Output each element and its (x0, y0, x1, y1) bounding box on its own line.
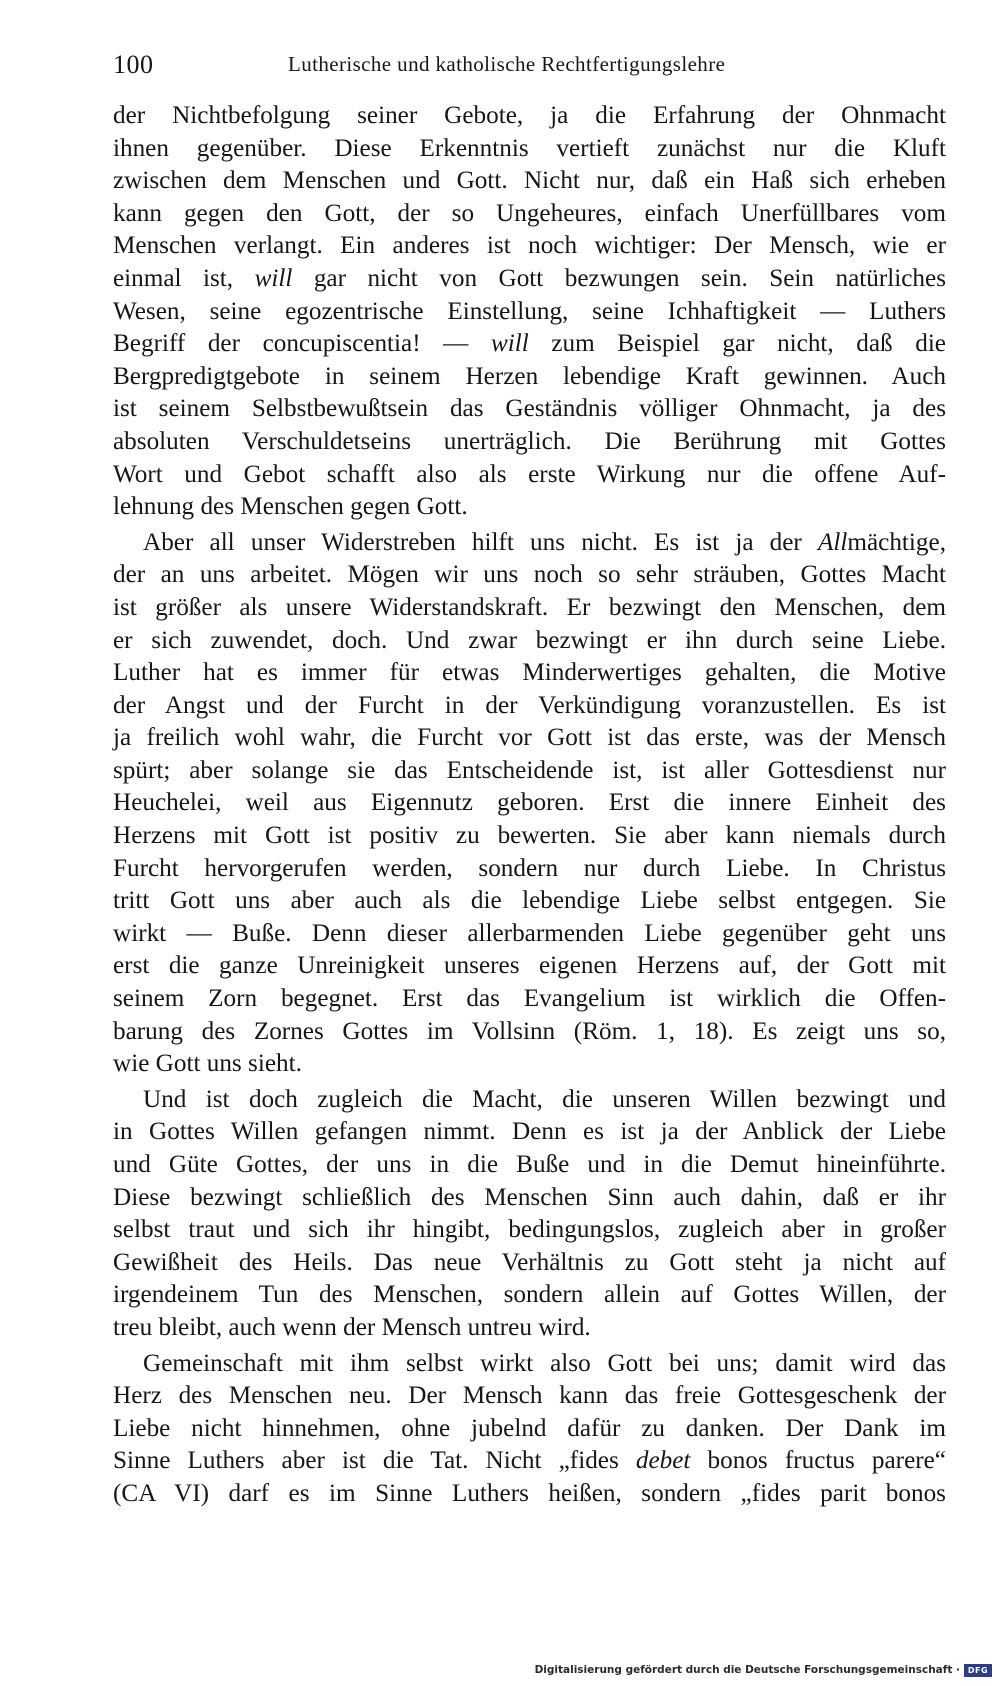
body-text (113, 100, 946, 1511)
text-line: Und ist doch zugleich die Macht, die unseren Willen bezwingt und (143, 1085, 946, 1113)
text-line: ist seinem Selbstbewußtsein das Geständnis völliger Ohnmacht, ja des (113, 395, 946, 423)
text-line: Bergpredigtgebote in seinem Herzen lebendige Kraft gewinnen. Auch (113, 362, 946, 390)
text-line: der Nichtbefolgung seiner Gebote, ja die Erfahrung der Ohnmacht (113, 102, 946, 129)
text-segment: Aber all unser Widerstreben hilft uns nicht. Es ist ja der (143, 528, 818, 556)
text-segment: mächtige, (847, 528, 946, 556)
text-line: der an uns arbeitet. Mögen wir uns noch so sehr sträuben, Gottes Macht (113, 561, 946, 589)
text-line: Herz des Menschen neu. Der Mensch kann das freie Gottesgeschenk der (113, 1382, 946, 1410)
text-line: tritt Gott uns aber auch als die lebendige Liebe selbst entgegen. Sie (113, 887, 946, 915)
text-line: in Gottes Willen gefangen nimmt. Denn es ist ja der Anblick der Liebe (113, 1118, 946, 1146)
text-line: der Angst und der Furcht in der Verkündigung voranzustellen. Es ist (113, 691, 946, 719)
italic-emphasis: will (490, 330, 529, 358)
text-line: kann gegen den Gott, der so Ungeheures, einfach Unerfüllbares vom (113, 199, 946, 227)
text-line: irgendeinem Tun des Menschen, sondern allein auf Gottes Willen, der (113, 1281, 946, 1309)
text-line: wie Gott uns sieht. (113, 1050, 302, 1078)
text-line: treu bleibt, auch wenn der Mensch untreu wird. (113, 1313, 591, 1341)
text-line: ihnen gegenüber. Diese Erkenntnis vertieft zunächst nur die Kluft (113, 134, 946, 162)
digitization-footer (535, 1662, 992, 1678)
text-line: Gewißheit des Heils. Das neue Verhältnis zu Gott steht ja nicht auf (113, 1248, 946, 1276)
text-line (113, 527, 946, 560)
dfg-logo-icon: DFG (964, 1664, 992, 1677)
text-line: Liebe nicht hinnehmen, ohne jubelnd dafür zu danken. Der Dank im (113, 1414, 946, 1442)
text-line: barung des Zornes Gottes im Vollsinn (Röm. 1, 18). Es zeigt uns so, (113, 1017, 946, 1045)
text-line: seinem Zorn begegnet. Erst das Evangelium ist wirklich die Offen- (113, 985, 946, 1013)
text-line: Heuchelei, weil aus Eigennutz geboren. Erst die innere Einheit des (113, 789, 946, 817)
page-number: 100 (113, 50, 154, 79)
text-line: Wesen, seine egozentrische Einstellung, seine Ichhaftigkeit — Luthers (113, 297, 946, 325)
text-line (113, 1445, 946, 1478)
text-line: ja freilich wohl wahr, die Furcht vor Gott ist das erste, was der Mensch (113, 724, 946, 752)
italic-emphasis: debet (635, 1447, 691, 1475)
text-line: er sich zuwendet, doch. Und zwar bezwingt er ihn durch seine Liebe. (113, 626, 946, 654)
text-segment: Sinne Luthers aber ist die Tat. Nicht „fides (113, 1447, 636, 1475)
text-line: selbst traut und sich ihr hingibt, bedingungslos, zugleich aber in großer (113, 1216, 946, 1244)
text-segment: Begriff der concupiscentia! — (113, 330, 491, 358)
text-line: Diese bezwingt schließlich des Menschen Sinn auch dahin, daß er ihr (113, 1183, 946, 1211)
text-line: (CA VI) darf es im Sinne Luthers heißen, sondern „fides parit bonos (113, 1479, 946, 1507)
text-segment: bonos fructus parere“ (690, 1447, 946, 1475)
text-segment: einmal ist, (113, 264, 255, 292)
text-line: Herzens mit Gott ist positiv zu bewerten. Sie aber kann niemals durch (113, 822, 946, 850)
text-line: Menschen verlangt. Ein anderes ist noch wichtiger: Der Mensch, wie er (113, 232, 946, 260)
footer-text: Digitalisierung gefördert durch die Deutsche Forschungsgemeinschaft · (534, 1664, 960, 1676)
text-line: Wort und Gebot schafft also als erste Wirkung nur die offene Auf- (113, 460, 946, 488)
text-line: absoluten Verschuldetseins unerträglich. Die Berührung mit Gottes (113, 427, 946, 455)
text-segment: zum Beispiel gar nicht, daß die (528, 330, 946, 358)
italic-emphasis: All (817, 528, 848, 556)
text-line: lehnung des Menschen gegen Gott. (113, 493, 468, 521)
text-line: und Güte Gottes, der uns in die Buße und in die Demut hineinführte. (113, 1151, 946, 1178)
text-line: Luther hat es immer für etwas Minderwertiges gehalten, die Motive (113, 659, 946, 687)
running-head: Lutherische und katholische Rechtfertigungslehre (288, 52, 726, 76)
italic-emphasis: will (254, 264, 293, 292)
text-line: wirkt — Buße. Denn dieser allerbarmenden Liebe gegenüber geht uns (113, 919, 946, 947)
text-line: Furcht hervorgerufen werden, sondern nur durch Liebe. In Christus (113, 854, 946, 882)
text-line: spürt; aber solange sie das Entscheidende ist, ist aller Gottesdienst nur (113, 756, 946, 784)
text-line: Gemeinschaft mit ihm selbst wirkt also Gott bei uns; damit wird das (143, 1349, 946, 1377)
text-line (113, 328, 946, 361)
text-line (113, 263, 946, 296)
text-line: erst die ganze Unreinigkeit unseres eigenen Herzens auf, der Gott mit (113, 952, 946, 980)
text-line: zwischen dem Menschen und Gott. Nicht nur, daß ein Haß sich erheben (113, 167, 946, 195)
text-line: ist größer als unsere Widerstandskraft. Er bezwingt den Menschen, dem (113, 593, 946, 621)
text-segment: gar nicht von Gott bezwungen sein. Sein natürliches (292, 264, 946, 292)
page-header (113, 46, 913, 80)
